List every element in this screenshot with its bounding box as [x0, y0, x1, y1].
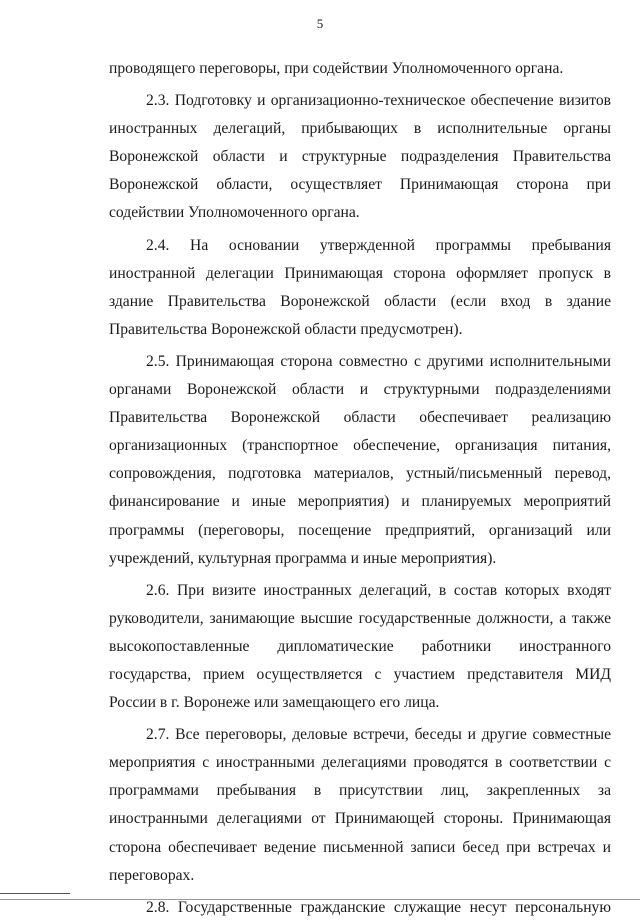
paragraph-2-5: 2.5. Принимающая сторона совместно с другими исполнительными органами Воронежской области и структурными подразделениями Правительства Воронежской области обеспечивает реализацию организационных (транспортное обеспечение, организация питания, сопровождения, подготовка материалов, устный/письменный перевод, финансирование и иные мероприятия) и планируемых мероприятий программы (переговоры, посещение предприятий, организаций или учреждений, культурная программа и иные мероприятия). — [109, 352, 611, 567]
paragraph-2-8: 2.8. Государственные гражданские служащие несут персональную — [146, 898, 611, 916]
page-number: 5 — [316, 16, 324, 31]
footer-divider — [0, 893, 70, 894]
paragraph-2-4: 2.4. На основании утвержденной программы пребывания иностранной делегации Принимающая сторона оформляет пропуск в здание Правительства Воронежской области (если вход в здание Правительства Воронежской области предусмотрен). — [109, 236, 611, 338]
paragraph-continuation: проводящего переговоры, при содействии Уполномоченного органа. — [109, 60, 564, 77]
page-bottom-edge — [0, 899, 640, 900]
paragraph-2-7: 2.7. Все переговоры, деловые встречи, беседы и другие совместные мероприятия с иностранными делегациями проводятся в соответствии с программами пребывания в присутствии лиц, закрепленных за иностранными делегациями от Принимающей стороны. Принимающая сторона обеспечивает ведение письменной записи бесед при встречах и переговорах. — [109, 726, 611, 884]
document-body — [109, 55, 611, 922]
paragraph-2-3: 2.3. Подготовку и организационно-техническое обеспечение визитов иностранных делегаций, прибывающих в исполнительные органы Воронежской области и структурные подразделения Правительства Воронежской области, осуществляет Принимающая сторона при содействии Уполномоченного органа. — [109, 92, 611, 222]
paragraph-2-6: 2.6. При визите иностранных делегаций, в состав которых входят руководители, занимающие высшие государственные должности, а также высокопоставленные дипломатические работники иностранного государства, прием осуществляется с участием представителя МИД России в г. Воронеже или замещающего его лица. — [109, 581, 611, 712]
